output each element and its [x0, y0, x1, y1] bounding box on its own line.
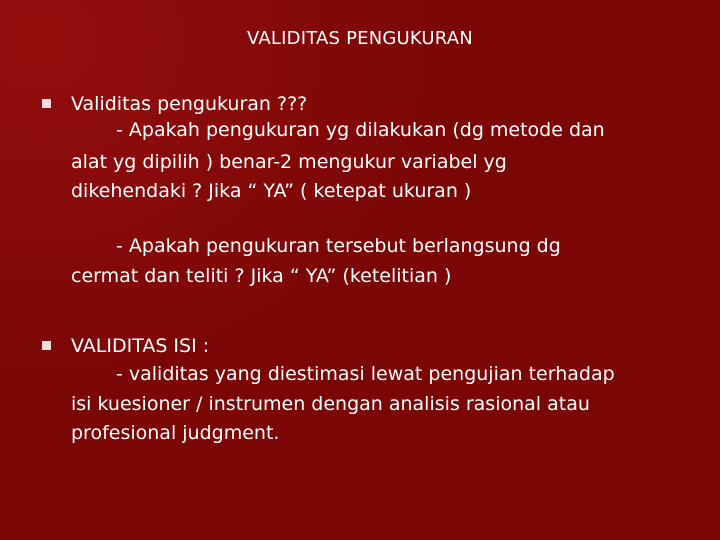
- bullet-line: isi kuesioner / instrumen dengan analisis rasional atau: [71, 393, 590, 415]
- bullet-line: alat yg dipilih ) benar-2 mengukur variabel yg: [71, 151, 507, 173]
- square-bullet-icon: [42, 99, 51, 108]
- slide-title-text: VALIDITAS PENGUKURAN: [247, 28, 473, 49]
- square-bullet-icon: [42, 341, 51, 350]
- bullet-line: VALIDITAS ISI :: [71, 335, 210, 357]
- bullet-line: Validitas pengukuran ???: [71, 93, 308, 115]
- bullet-line: - Apakah pengukuran yg dilakukan (dg metode dan: [116, 119, 605, 141]
- bullet-line: - validitas yang diestimasi lewat pengujian terhadap: [116, 363, 615, 385]
- slide-title: [0, 28, 720, 49]
- bullet-line: - Apakah pengukuran tersebut berlangsung dg: [116, 235, 561, 257]
- bullet-line: dikehendaki ? Jika “ YA” ( ketepat ukuran ): [71, 180, 472, 202]
- bullet-line: cermat dan teliti ? Jika “ YA” (ketelitian ): [71, 265, 452, 287]
- bullet-line: profesional judgment.: [71, 422, 280, 444]
